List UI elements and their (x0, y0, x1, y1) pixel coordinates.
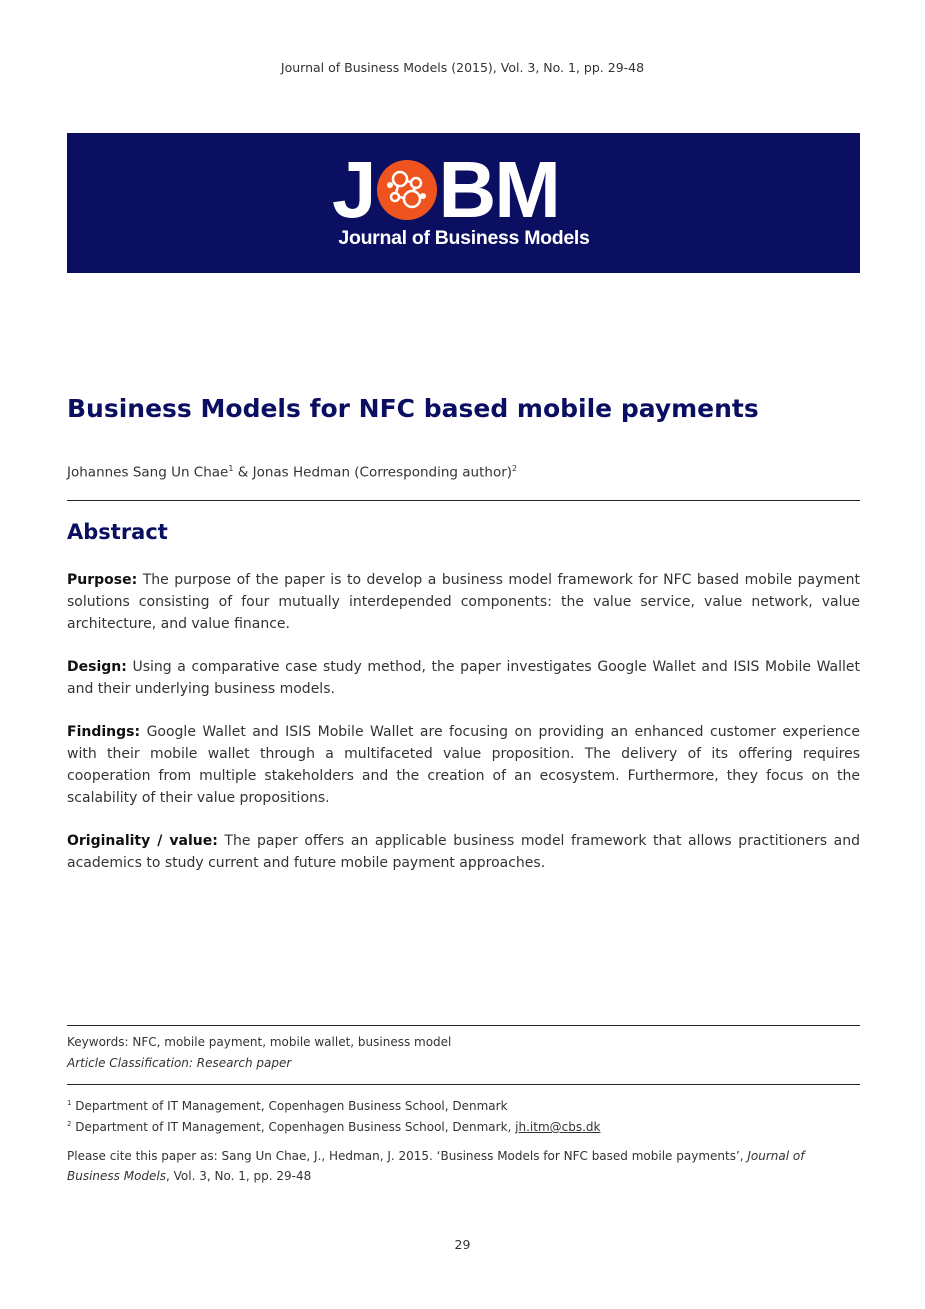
network-node-icon (376, 159, 438, 221)
email-link[interactable]: jh.itm@cbs.dk (515, 1120, 601, 1134)
divider-keywords (67, 1025, 860, 1026)
purpose-label: Purpose: (67, 572, 138, 588)
article-title: Business Models for NFC based mobile payments (67, 394, 759, 423)
page-number: 29 (454, 1237, 471, 1252)
citation-journal: Journal of Business Models (67, 1149, 805, 1183)
abstract-heading: Abstract (67, 520, 168, 544)
abstract-purpose (67, 569, 860, 635)
author-separator: & (233, 464, 253, 481)
author-2: Jonas Hedman (Corresponding author) (252, 464, 513, 481)
findings-text: Google Wallet and ISIS Mobile Wallet are focusing on providing an enhanced customer experience with their mobile wallet through a multifaceted value proposition. The delivery of its offering requires cooperation from multiple stakeholders and the creation of an ecosystem. Furthermore, they focus on the scalability of their value propositions. (67, 724, 860, 806)
author-2-affiliation-mark: 2 (512, 464, 518, 473)
abstract-findings (67, 721, 860, 809)
divider-footnotes (67, 1084, 860, 1085)
keywords: Keywords: NFC, mobile payment, mobile wallet, business model (67, 1035, 452, 1049)
logo-subtitle: Journal of Business Models (338, 227, 590, 249)
footnote-1-mark: 1 (67, 1099, 72, 1107)
running-head: Journal of Business Models (2015), Vol. 3, No. 1, pp. 29-48 (280, 60, 645, 75)
abstract-originality (67, 830, 860, 874)
footnote-2-mark: 2 (67, 1120, 72, 1128)
footnote-1-text: Department of IT Management, Copenhagen Business School, Denmark (75, 1099, 508, 1113)
journal-banner (67, 133, 860, 273)
footnote-2 (67, 1114, 860, 1137)
citation-suffix: , Vol. 3, No. 1, pp. 29-48 (166, 1169, 312, 1183)
citation-prefix: Please cite this paper as: Sang Un Chae, J., Hedman, J. 2015. ‘Business Models for NFC based mobile payments’, (67, 1149, 748, 1163)
logo-letters-bm: BM (438, 145, 559, 234)
originality-label: Originality / value: (67, 833, 218, 849)
purpose-text: The purpose of the paper is to develop a business model framework for NFC based mobile payment solutions consisting of four mutually interdepended components: the value service, value network, value architecture, and value finance. (67, 572, 860, 632)
abstract-design (67, 656, 860, 700)
design-text: Using a comparative case study method, the paper investigates Google Wallet and ISIS Mobile Wallet and their underlying business models. (67, 659, 861, 697)
findings-label: Findings: (67, 724, 141, 740)
article-classification: Article Classification: Research paper (67, 1056, 292, 1070)
journal-logo (332, 145, 596, 255)
footnote-2-text: Department of IT Management, Copenhagen Business School, Denmark, (75, 1120, 516, 1134)
divider-top (67, 500, 860, 501)
logo-wordmark (332, 145, 559, 234)
originality-text: The paper offers an applicable business model framework that allows practitioners and academics to study current and future mobile payment approaches. (67, 833, 860, 871)
author-line (67, 464, 517, 481)
author-1-affiliation-mark: 1 (228, 464, 234, 473)
footnote-1 (67, 1093, 860, 1116)
design-label: Design: (67, 659, 127, 675)
logo-letter-j: J (332, 145, 375, 234)
citation (67, 1146, 860, 1186)
author-1: Johannes Sang Un Chae (67, 464, 229, 481)
